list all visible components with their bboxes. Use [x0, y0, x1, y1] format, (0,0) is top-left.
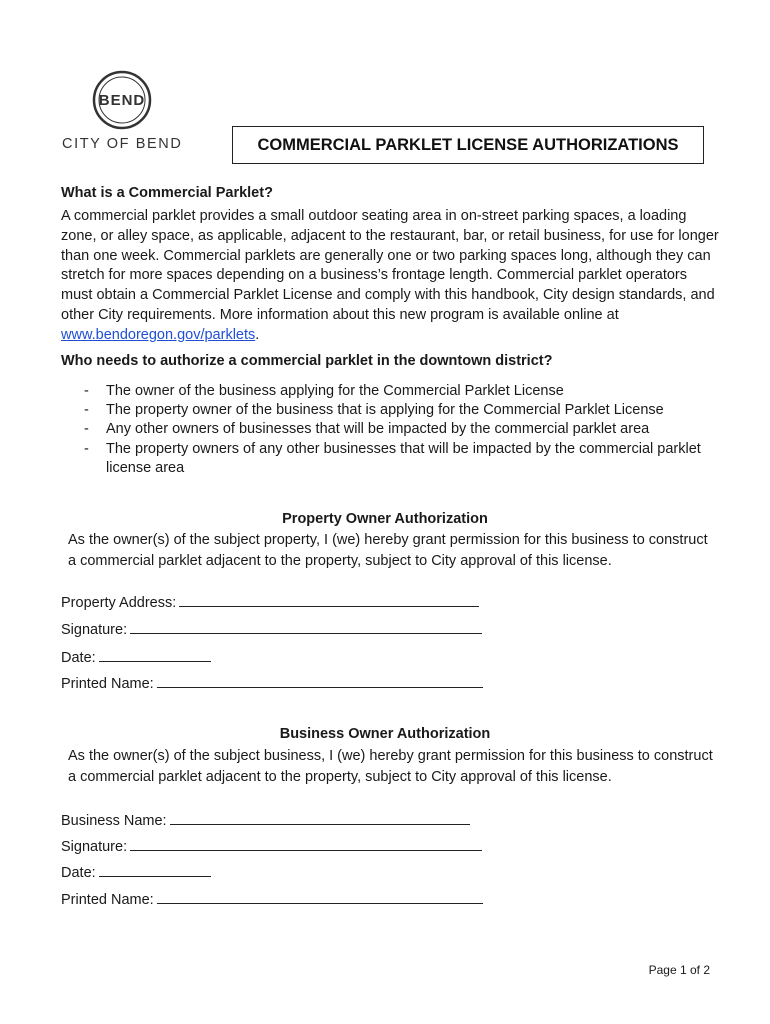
property-date-field[interactable]: Date: — [61, 647, 211, 666]
business-section-title: Business Owner Authorization — [279, 726, 491, 742]
list-item: - The property owner of the business that is applying for the Commercial Parklet License — [84, 402, 664, 419]
business-name-field[interactable]: Business Name: — [61, 810, 470, 829]
property-section-title: Property Owner Authorization — [282, 511, 488, 527]
page-number: Page 1 of 2 — [648, 963, 710, 977]
bend-emblem-icon — [92, 70, 152, 130]
property-signature-field[interactable]: Signature: — [61, 619, 482, 638]
list-item: - Any other owners of businesses that will be impacted by the commercial parklet area — [84, 421, 650, 438]
intro-heading: What is a Commercial Parklet? — [61, 185, 273, 201]
who-heading: Who needs to authorize a commercial parklet in the downtown district? — [61, 353, 553, 369]
business-printed-name-field[interactable]: Printed Name: — [61, 889, 483, 908]
emblem-text: BEND — [98, 92, 146, 109]
business-statement: As the owner(s) of the subject business, I (we) hereby grant permission for this business to construct a commercial parklet adjacent to the property, subject to City approval of this license. — [68, 748, 713, 785]
org-name: CITY OF BEND — [62, 136, 183, 152]
business-signature-field[interactable]: Signature: — [61, 836, 482, 855]
document-title — [232, 126, 704, 164]
parklets-link[interactable]: www.bendoregon.gov/parklets — [61, 326, 256, 343]
city-logo — [62, 70, 182, 152]
list-item: - The owner of the business applying for the Commercial Parklet License — [84, 383, 564, 399]
document-title-text: COMMERCIAL PARKLET LICENSE AUTHORIZATIONS — [257, 135, 679, 154]
intro-text: A commercial parklet provides a small outdoor seating area in on-street parking spaces, a loading zone, or alley space, as applicable, adjacent to the restaurant, bar, or retail business, for use for longer than one week. Commercial parklets are generally one or two parking spaces long, although they can stretch for more spaces depending on a business’s frontage length. Commercial parklet operators must obtain a Commercial Parklet License and comply with this handbook, City design standards, and other City requirements. More information about this new program is available online at — [61, 208, 719, 323]
intro-paragraph — [61, 207, 721, 346]
intro-text-end: . — [255, 326, 260, 343]
list-item: - The property owners of any other businesses that will be impacted by the commercial parklet license area — [84, 440, 701, 476]
property-address-field[interactable]: Property Address: — [61, 592, 479, 611]
property-statement: As the owner(s) of the subject property, I (we) hereby grant permission for this business to construct a commercial parklet adjacent to the property, subject to City approval of this license. — [68, 532, 708, 569]
property-printed-name-field[interactable]: Printed Name: — [61, 673, 483, 692]
business-date-field[interactable]: Date: — [61, 862, 211, 881]
who-list — [84, 382, 724, 478]
